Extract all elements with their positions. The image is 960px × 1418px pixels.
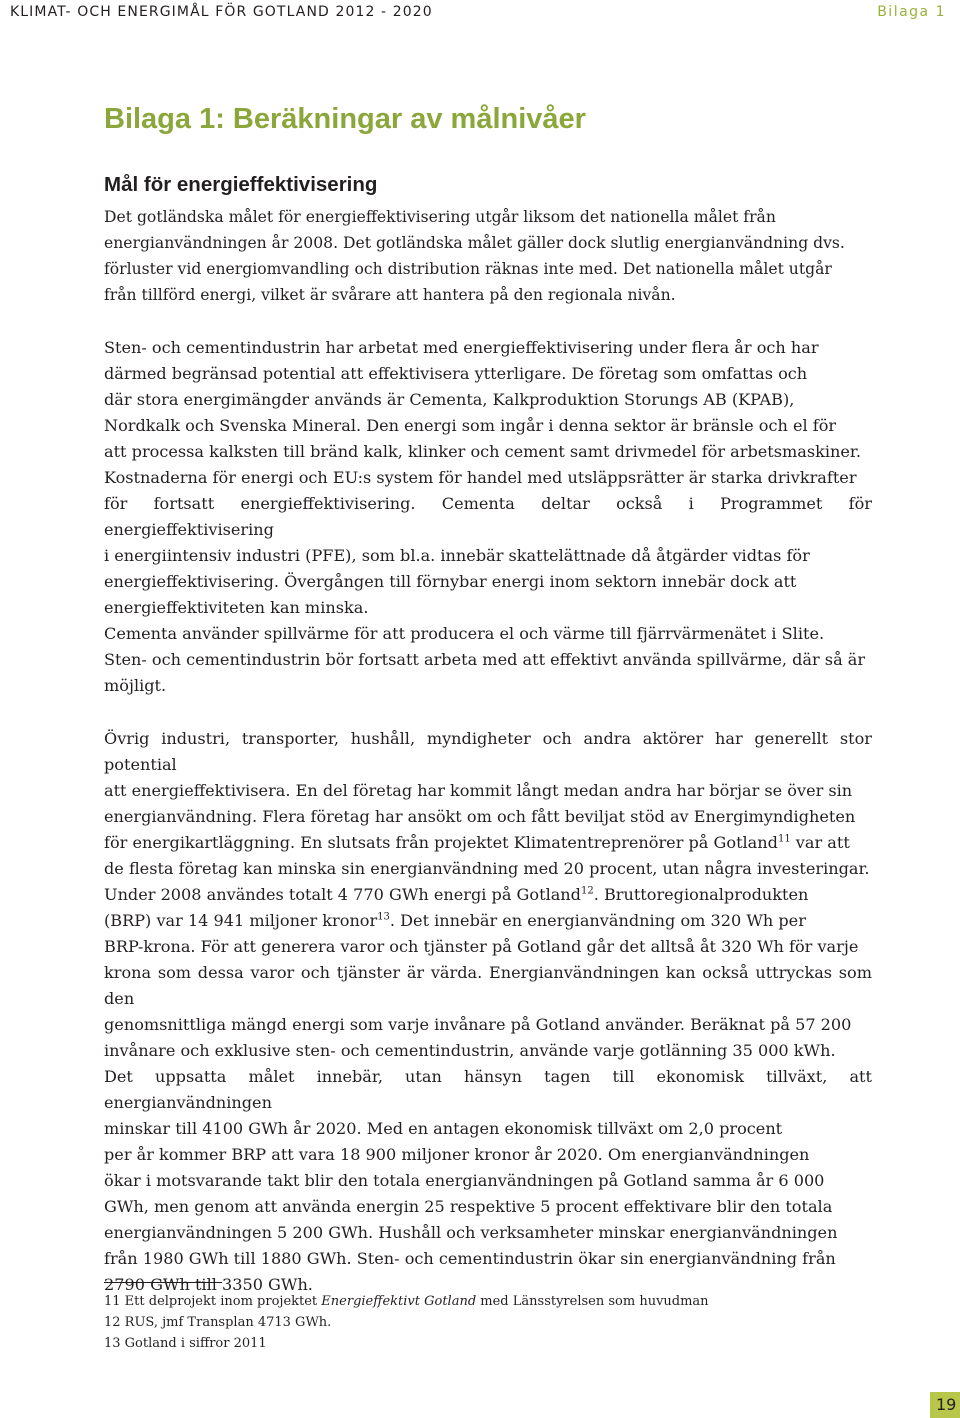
- paragraph-line: Övrig industri, transporter, hushåll, myndigheter och andra aktörer har generellt stor potential: [104, 729, 872, 774]
- paragraph-line: för fortsatt energieffektivisering. Cementa deltar också i Programmet för energieffektivisering: [104, 494, 872, 539]
- line-text: (BRP) var 14 941 miljoner kronor: [104, 911, 378, 930]
- section-heading: Mål för energieffektivisering: [104, 173, 378, 196]
- paragraph-line: genomsnittliga mängd energi som varje invånare på Gotland använder. Beräknat på 57 200: [104, 1015, 852, 1034]
- paragraph-line: de flesta företag kan minska sin energianvändning med 20 procent, utan några investeringar.: [104, 859, 870, 878]
- footnote-italic-title: Energieffektivt Gotland: [321, 1294, 477, 1309]
- paragraph-line: Nordkalk och Svenska Mineral. Den energi som ingår i denna sektor är bränsle och el för: [104, 416, 837, 435]
- paragraph-line: Kostnaderna för energi och EU:s system för handel med utsläppsrätter är starka drivkrafter: [104, 468, 857, 487]
- paragraph-line: energieffektivisering. Övergången till förnybar energi inom sektorn innebär dock att: [104, 572, 797, 591]
- paragraph-line: BRP-krona. För att generera varor och tjänster på Gotland går det alltså åt 320 Wh för varje: [104, 937, 859, 956]
- paragraph-line: minskar till 4100 GWh år 2020. Med en antagen ekonomisk tillväxt om 2,0 procent: [104, 1119, 783, 1138]
- footnote-divider: [104, 1282, 222, 1283]
- paragraph-4: [104, 726, 872, 882]
- page-number: 19: [930, 1392, 960, 1418]
- paragraph-line: därmed begränsad potential att effektivisera ytterligare. De företag som omfattas och: [104, 364, 808, 383]
- paragraph-line: Det uppsatta målet innebär, utan hänsyn tagen till ekonomisk tillväxt, att energianvändningen: [104, 1067, 872, 1112]
- paragraph-line: Cementa använder spillvärme för att producera el och värme till fjärrvärmenätet i Slite.: [104, 624, 825, 643]
- paragraph-line: i energiintensiv industri (PFE), som bl.a. innebär skattelättnade då åtgärder vidtas för: [104, 546, 810, 565]
- paragraph-1: [104, 204, 872, 308]
- footnotes: [104, 1291, 709, 1354]
- line-text: för energikartläggning. En slutsats från projektet Klimatentreprenörer på Gotland: [104, 833, 778, 852]
- footnote-ref-11: 11: [777, 833, 791, 845]
- footnote-13: 13 Gotland i siffror 2011: [104, 1336, 267, 1351]
- paragraph-line: invånare och exklusive sten- och cementindustrin, använde varje gotlänning 35 000 kWh.: [104, 1041, 836, 1060]
- paragraph-line: energianvändningen år 2008. Det gotländska målet gäller dock slutlig energianvändning dvs.: [104, 234, 845, 252]
- footnote-text: 11 Ett delprojekt inom projektet: [104, 1294, 322, 1309]
- paragraph-line: [104, 908, 872, 934]
- paragraph-line: Sten- och cementindustrin bör fortsatt arbeta med att effektivt använda spillvärme, där så är: [104, 650, 866, 669]
- line-text: Under 2008 användes totalt 4 770 GWh energi på Gotland: [104, 885, 581, 904]
- paragraph-line: från 1980 GWh till 1880 GWh. Sten- och cementindustrin ökar sin energianvändning från: [104, 1249, 836, 1268]
- footnote-ref-12: 12: [580, 885, 594, 897]
- paragraph-5: [104, 882, 872, 1064]
- paragraph-line: [104, 882, 872, 908]
- footnote-11: [104, 1291, 709, 1312]
- footnote-text: med Länsstyrelsen som huvudman: [476, 1294, 709, 1309]
- paragraph-line: förluster vid energiomvandling och distribution räknas inte med. Det nationella målet utgår: [104, 260, 832, 278]
- footnote-ref-13: 13: [377, 911, 390, 923]
- paragraph-line: krona som dessa varor och tjänster är värda. Energianvändningen kan också uttryckas som den: [104, 963, 872, 1008]
- running-header-title: KLIMAT- OCH ENERGIMÅL FÖR GOTLAND 2012 - 2020: [10, 4, 433, 20]
- paragraph-line: möjligt.: [104, 676, 167, 695]
- paragraph-line: att energieffektivisera. En del företag har kommit långt medan andra har börjar se över sin: [104, 781, 853, 800]
- line-text: var att: [790, 833, 850, 852]
- paragraph-6: [104, 1064, 872, 1298]
- paragraph-line: energianvändning. Flera företag har ansökt om och fått beviljat stöd av Energimyndigheten: [104, 807, 856, 826]
- paragraph-3: [104, 621, 872, 699]
- paragraph-2: [104, 335, 872, 621]
- paragraph-line: energieffektiviteten kan minska.: [104, 598, 369, 617]
- paragraph-line: där stora energimängder används är Cementa, Kalkproduktion Storungs AB (KPAB),: [104, 390, 795, 409]
- footnote-12: 12 RUS, jmf Transplan 4713 GWh.: [104, 1315, 332, 1330]
- paragraph-line: Sten- och cementindustrin har arbetat med energieffektivisering under flera år och har: [104, 338, 819, 357]
- line-text: . Bruttoregionalprodukten: [593, 885, 809, 904]
- page-title: Bilaga 1: Beräkningar av målnivåer: [104, 103, 586, 135]
- line-text: . Det innebär en energianvändning om 320 Wh per: [389, 911, 806, 930]
- paragraph-line: per år kommer BRP att vara 18 900 miljoner kronor år 2020. Om energianvändningen: [104, 1145, 810, 1164]
- paragraph-line: ökar i motsvarande takt blir den totala energianvändningen på Gotland samma år 6 000: [104, 1171, 825, 1190]
- paragraph-line: Det gotländska målet för energieffektivisering utgår liksom det nationella målet från: [104, 208, 776, 226]
- paragraph-line: energianvändningen 5 200 GWh. Hushåll och verksamheter minskar energianvändningen: [104, 1223, 838, 1242]
- paragraph-line: 2790 GWh till 3350 GWh.: [104, 1275, 313, 1294]
- running-header-section: Bilaga 1: [877, 4, 946, 20]
- paragraph-line: från tillförd energi, vilket är svårare att hantera på den regionala nivån.: [104, 286, 676, 304]
- paragraph-line: att processa kalksten till bränd kalk, klinker och cement samt drivmedel för arbetsmaskiner.: [104, 442, 861, 461]
- paragraph-line: GWh, men genom att använda energin 25 respektive 5 procent effektivare blir den totala: [104, 1197, 833, 1216]
- paragraph-line: [104, 830, 872, 856]
